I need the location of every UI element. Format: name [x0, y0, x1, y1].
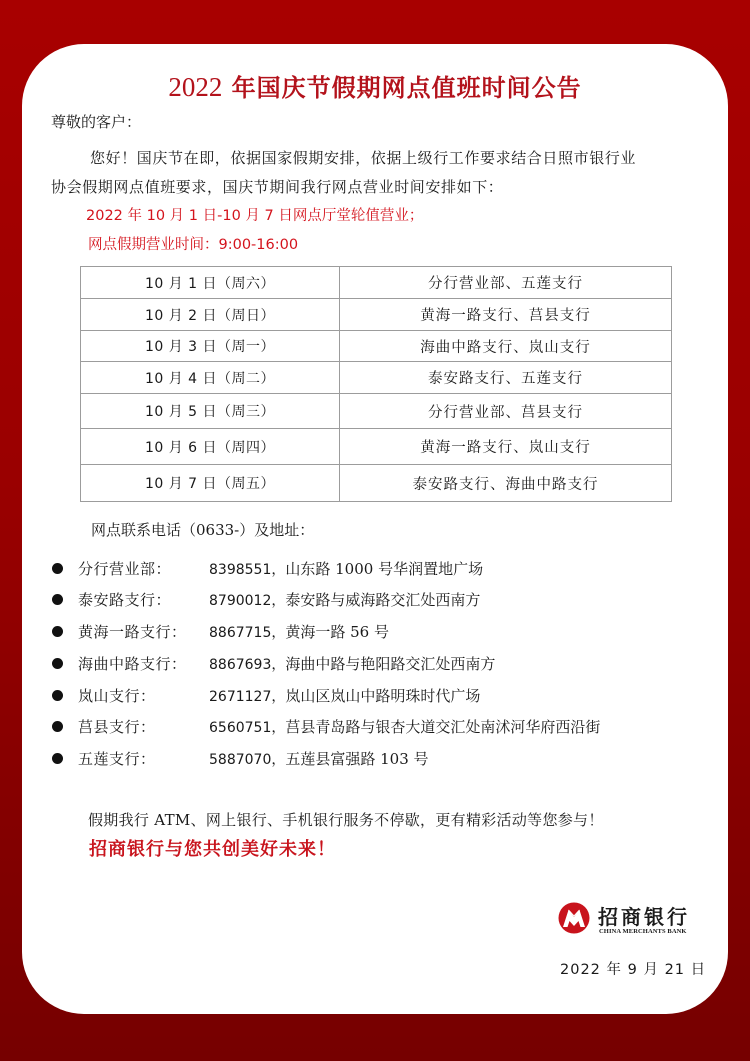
- branch-address: 莒县青岛路与银杏大道交汇处南沭河华府西沿街: [285, 718, 601, 736]
- bullet-icon: [52, 690, 63, 701]
- table-row: [81, 299, 672, 331]
- schedule-branches: 海曲中路支行、岚山支行: [340, 331, 672, 362]
- branch-phone: [209, 558, 483, 579]
- intro-paragraph-line-1: 您好！国庆节在即，依据国家假期安排，依据上级行工作要求结合日照市银行业: [90, 149, 637, 167]
- branch-name: 黄海一路支行：: [78, 623, 187, 641]
- schedule-date: 10 月 4 日（周二）: [81, 362, 340, 394]
- bank-logo: [558, 900, 708, 940]
- schedule-branches: 分行营业部、莒县支行: [340, 394, 672, 429]
- slogan: 招商银行与您共创美好未来！: [89, 839, 336, 860]
- branch-name: 岚山支行：: [78, 687, 156, 705]
- phone-number: 8790012，: [209, 593, 286, 609]
- phone-number: 2671127，: [209, 689, 286, 705]
- bullet-icon: [52, 626, 63, 637]
- table-row: [81, 465, 672, 502]
- schedule-date: 10 月 7 日（周五）: [81, 465, 340, 502]
- schedule-branches: 分行营业部、五莲支行: [340, 267, 672, 299]
- schedule-branches: 泰安路支行、海曲中路支行: [340, 465, 672, 502]
- list-item: [0, 748, 750, 770]
- table-row: [81, 267, 672, 299]
- table-row: [81, 394, 672, 429]
- holiday-period-highlight: 2022 年 10 月 1 日-10 月 7 日网点厅堂轮值营业；: [86, 208, 424, 224]
- contacts-heading: 网点联系电话（0633-）及地址：: [91, 521, 315, 539]
- branch-phone: [209, 621, 389, 642]
- schedule-date: 10 月 2 日（周日）: [81, 299, 340, 331]
- branch-address: 海曲中路与艳阳路交汇处西南方: [285, 655, 496, 673]
- schedule-branches: 黄海一路支行、岚山支行: [340, 429, 672, 465]
- page-title: [0, 68, 750, 103]
- branch-phone: [209, 748, 429, 769]
- table-row: [81, 331, 672, 362]
- phone-number: 6560751，: [209, 720, 286, 736]
- branch-phone: [209, 653, 495, 674]
- bullet-icon: [52, 563, 63, 574]
- branch-phone: [209, 589, 480, 610]
- schedule-date: 10 月 1 日（周六）: [81, 267, 340, 299]
- phone-number: 8867693，: [209, 657, 286, 673]
- list-item: [0, 558, 750, 580]
- list-item: [0, 685, 750, 707]
- notice-date: 2022 年 9 月 21 日: [560, 962, 707, 978]
- branch-name: 分行营业部：: [78, 560, 172, 578]
- schedule-date: 10 月 5 日（周三）: [81, 394, 340, 429]
- phone-number: 8398551，: [209, 562, 286, 578]
- list-item: [0, 589, 750, 611]
- phone-number: 8867715，: [209, 625, 286, 641]
- title-year: 2022: [168, 72, 223, 102]
- phone-number: 5887070，: [209, 752, 286, 768]
- bullet-icon: [52, 753, 63, 764]
- bullet-icon: [52, 658, 63, 669]
- business-hours-highlight: 网点假期营业时间：9:00-16:00: [88, 237, 299, 253]
- branch-address: 泰安路与威海路交汇处西南方: [285, 591, 481, 609]
- branch-name: 海曲中路支行：: [78, 655, 187, 673]
- bullet-icon: [52, 721, 63, 732]
- duty-schedule-table: [80, 266, 672, 502]
- schedule-branches: 黄海一路支行、莒县支行: [340, 299, 672, 331]
- branch-phone: [209, 716, 600, 737]
- branch-address: 山东路 1000 号华润置地广场: [285, 560, 484, 578]
- list-item: [0, 621, 750, 643]
- closing-message: 假期我行 ATM、网上银行、手机银行服务不停歇，更有精彩活动等您参与！: [88, 811, 604, 829]
- branch-name: 泰安路支行：: [78, 591, 172, 609]
- branch-address: 黄海一路 56 号: [285, 623, 389, 641]
- cmb-logo-icon: [558, 902, 590, 934]
- salutation: 尊敬的客户：: [51, 113, 142, 131]
- schedule-branches: 泰安路支行、五莲支行: [340, 362, 672, 394]
- table-row: [81, 429, 672, 465]
- branch-address: 五莲县富强路 103 号: [285, 750, 429, 768]
- branch-address: 岚山区岚山中路明珠时代广场: [285, 687, 481, 705]
- schedule-date: 10 月 3 日（周一）: [81, 331, 340, 362]
- bullet-icon: [52, 594, 63, 605]
- list-item: [0, 716, 750, 738]
- branch-name: 五莲支行：: [78, 750, 156, 768]
- table-row: [81, 362, 672, 394]
- logo-chinese-name: 招商银行: [598, 905, 690, 929]
- title-text: 年国庆节假期网点值班时间公告: [222, 74, 582, 102]
- branch-name: 莒县支行：: [78, 718, 156, 736]
- intro-paragraph-line-2: 协会假期网点值班要求，国庆节期间我行网点营业时间安排如下：: [51, 178, 504, 196]
- branch-phone: [209, 685, 480, 706]
- schedule-date: 10 月 6 日（周四）: [81, 429, 340, 465]
- logo-english-name: CHINA MERCHANTS BANK: [599, 928, 687, 935]
- list-item: [0, 653, 750, 675]
